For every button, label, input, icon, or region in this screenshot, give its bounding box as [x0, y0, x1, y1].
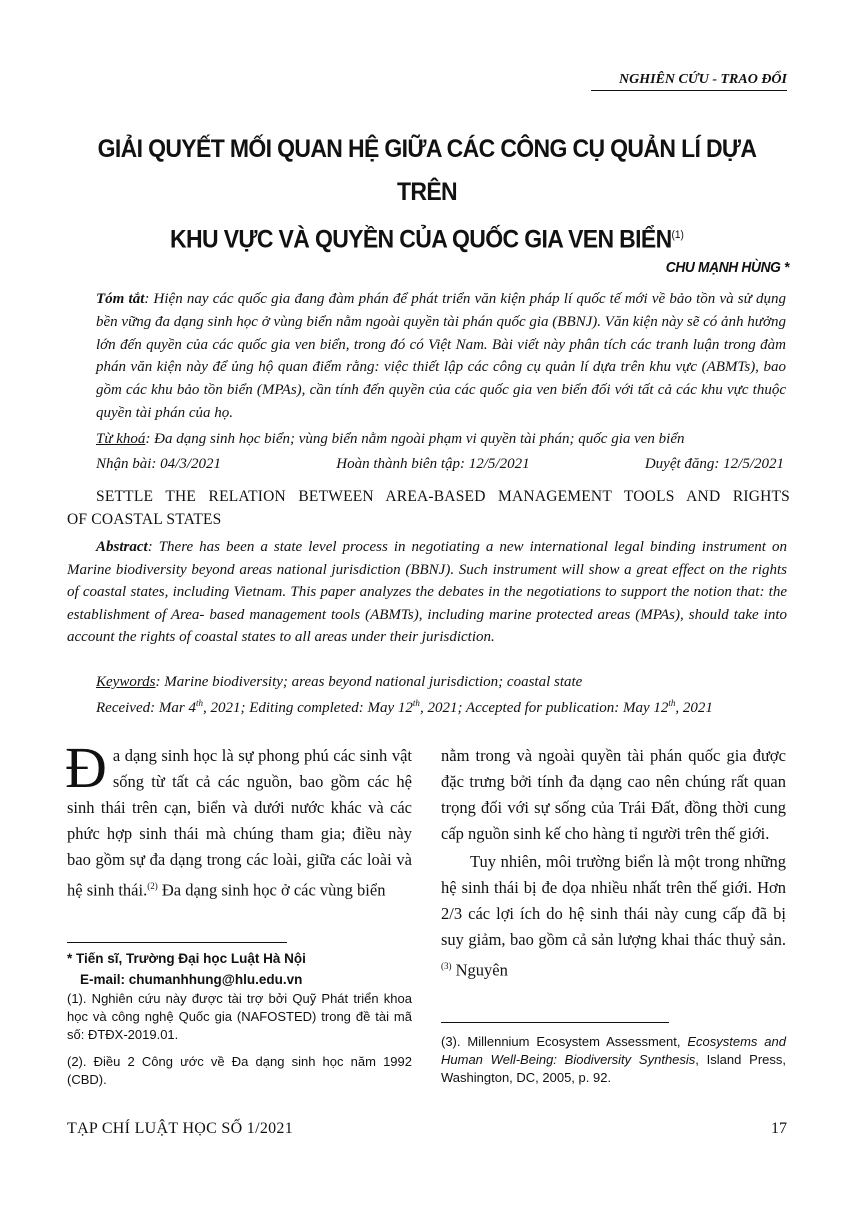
fn3-publisher: , Island Press, Washington, DC, 2005, p. 92.	[441, 1052, 786, 1085]
title-footnote-ref[interactable]: (1)	[671, 229, 684, 241]
footnote-divider-right	[441, 1022, 669, 1023]
footnote-1: (1). Nghiên cứu này được tài trợ bởi Quỹ Phát triển khoa học và công nghệ Quốc gia (NAFOSTED) trong đề tài mã số: ĐTĐX-2019.01.	[67, 991, 412, 1042]
body-column-right	[441, 743, 786, 986]
body-paragraph	[441, 849, 786, 984]
page-number: 17	[771, 1120, 787, 1137]
vi-received-date: Nhận bài: 04/3/2021	[96, 456, 222, 472]
footnote-ref-2[interactable]: (2)	[147, 881, 158, 891]
english-title	[67, 486, 790, 531]
vi-keywords-label: Từ khoá	[96, 431, 146, 447]
left-para-cont: Đa dạng sinh học ở các vùng biển	[157, 880, 386, 900]
right-para-cont: Nguyên	[451, 960, 508, 980]
body-column-left	[65, 735, 412, 906]
vi-edited-date: Hoàn thành biên tập: 12/5/2021	[336, 456, 530, 472]
body-paragraph	[65, 735, 412, 904]
left-para-text: a dạng sinh học là sự phong phú các sinh vật sống từ tất cả các nguồn, bao gồm các hệ sinh thái trên cạn, biển và dưới nước khác và các phức hợp sinh thái mà chúng tham gia; điều này bao gồm sự đa dạng trong các loài, giữa các loài và hệ sinh thái.	[67, 746, 412, 900]
english-dates	[96, 698, 713, 717]
vietnamese-dates	[96, 456, 784, 473]
vi-abstract-label: Tóm tắt	[96, 291, 145, 307]
title-line-2-text: KHU VỰC VÀ QUYỀN CỦA QUỐC GIA VEN BIỂN	[170, 225, 672, 254]
en-edited-sup: th	[412, 698, 420, 708]
english-keywords	[96, 674, 582, 691]
vi-abstract-text: : Hiện nay các quốc gia đang đàm phán để phát triển văn kiện pháp lí quốc tế mới về bảo tồn và sử dụng bền vững đa dạng sinh học ở vùng biển nằm ngoài quyền tài phán quốc gia (BBNJ). Văn kiện này sẽ có ảnh hưởng lớn đến quyền của các quốc gia ven biển, trong đó có Việt Nam. Bài viết này phân tích các tranh luận trong đàm phán văn kiện này để ủng hộ quan điểm rằng: việc thiết lập các công cụ quản lí dựa trên khu vực (ABMTs), bao gồm các khu bảo tồn biển (MPAs), cần tính đến quyền của các quốc gia ven biển đối với tất cả các khu vực thuộc quyền tài phán của họ.	[96, 291, 786, 421]
title-line-1: GIẢI QUYẾT MỐI QUAN HỆ GIỮA CÁC CÔNG CỤ QUẢN LÍ DỰA TRÊN	[97, 135, 757, 206]
right-para-text: Tuy nhiên, môi trường biển là một trong những hệ sinh thái bị đe dọa nhiều nhất trên thế giới. Hơn 2/3 các lợi ích do hệ sinh thái này cung cấp đã bị suy giảm, bao gồm cả sản lượng khai thác thuỷ sản.	[441, 852, 786, 949]
footnote-3	[441, 1033, 786, 1087]
en-received-rest: , 2021; Editing completed: May 12	[202, 700, 413, 716]
en-received-prefix: Received: Mar 4	[96, 700, 196, 716]
footnote-2: (2). Điều 2 Công ước về Đa dạng sinh học năm 1992 (CBD).	[67, 1054, 412, 1087]
body-paragraph: nằm trong và ngoài quyền tài phán quốc gia được đặc trưng bởi tính đa dạng cao nên chúng rất quan trọng đối với sự sống của Trái Đất, đồng thời cung cấp nguồn sinh kế cho hàng tỉ người trên thế giới.	[441, 746, 786, 843]
vi-keywords-text: : Đa dạng sinh học biển; vùng biển nằm ngoài phạm vi quyền tài phán; quốc gia ven biển	[145, 431, 685, 447]
footnote-ref-3[interactable]: (3)	[441, 961, 452, 971]
section-tag: NGHIÊN CỨU - TRAO ĐỔI	[591, 72, 787, 91]
title-line-2	[89, 214, 764, 261]
en-received-sup: th	[195, 698, 203, 708]
fn3-text: (3). Millennium Ecosystem Assessment,	[441, 1034, 688, 1049]
en-accepted-rest: , 2021	[675, 700, 713, 716]
author-email[interactable]: E-mail: chumanhhung@hlu.edu.vn	[80, 972, 303, 987]
en-edited-rest: , 2021; Accepted for publication: May 12	[419, 700, 669, 716]
vietnamese-abstract	[96, 288, 786, 425]
en-abstract-text: : There has been a state level process in negotiating a new international legal binding instrument on Marine biodiversity beyond areas national jurisdiction (BBNJ). Such instrument will show a great effect on the rights of coastal states, including Vietnam. This paper analyzes the debates in the negotiations to support the notion that: the establishment of Area- based management tools (ABMTs), including marine protected areas (MPAs), should take into account the rights of coastal states to all areas under their jurisdiction.	[67, 539, 787, 646]
en-title-line-1: SETTLE THE RELATION BETWEEN AREA-BASED MANAGEMENT TOOLS AND RIGHTS	[96, 488, 790, 505]
drop-cap: Đ	[65, 735, 107, 800]
author-affiliation: * Tiến sĩ, Trường Đại học Luật Hà Nội	[67, 951, 306, 966]
vi-accepted-date: Duyệt đăng: 12/5/2021	[644, 456, 784, 472]
english-abstract	[67, 536, 787, 649]
en-keywords-text: : Marine biodiversity; areas beyond national jurisdiction; coastal state	[155, 674, 583, 690]
journal-name: TẠP CHÍ LUẬT HỌC SỐ 1/2021	[67, 1120, 294, 1137]
en-accepted-sup: th	[668, 698, 676, 708]
article-title	[89, 128, 764, 261]
vietnamese-keywords	[96, 431, 796, 448]
author-footnote	[67, 948, 306, 990]
en-keywords-label: Keywords	[96, 674, 156, 690]
footnote-divider-left	[67, 942, 287, 943]
author-name: CHU MẠNH HÙNG *	[665, 259, 789, 276]
fn3-title: Ecosystems and Human Well-Being: Biodiversity Synthesis	[441, 1034, 786, 1067]
en-title-line-2: OF COASTAL STATES	[67, 510, 222, 528]
en-abstract-label: Abstract	[96, 539, 148, 555]
